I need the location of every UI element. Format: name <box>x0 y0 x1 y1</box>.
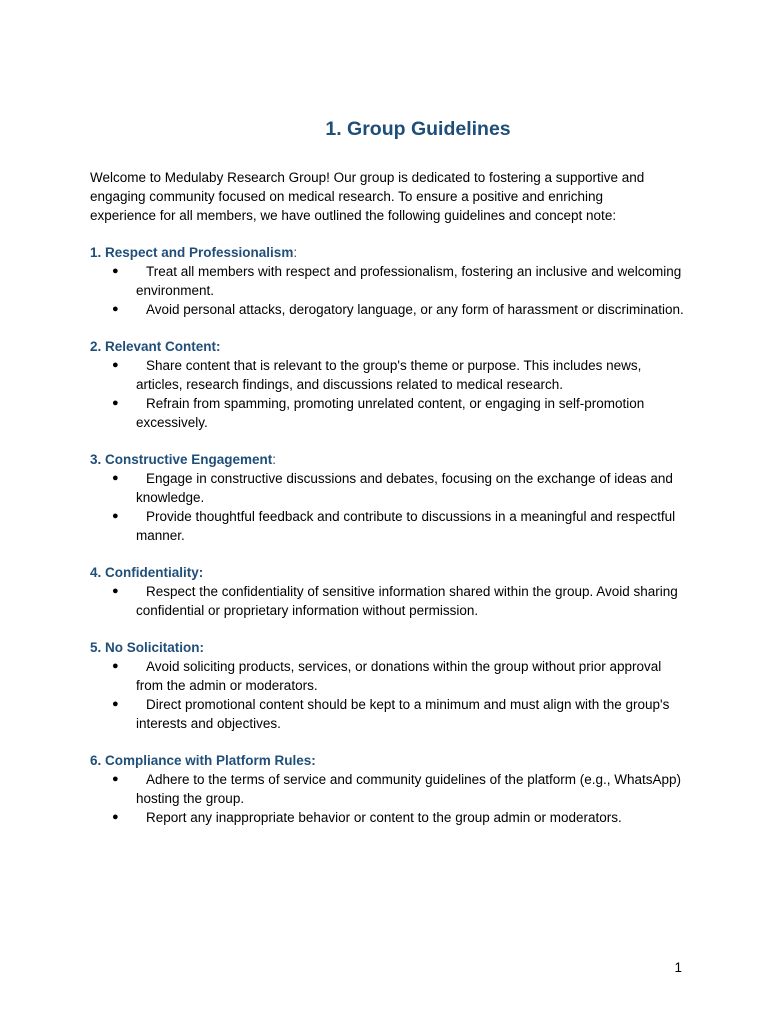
bullet-icon: ● <box>112 359 119 371</box>
section-heading-text: 2. Relevant Content: <box>90 339 221 354</box>
list-item <box>90 808 690 827</box>
section-platform-compliance <box>90 751 690 827</box>
list-item-text: Share content that is relevant to the group's theme or purpose. This includes news, articles, research findings, and discussions related to medical research. <box>136 358 642 392</box>
section-heading <box>90 563 690 582</box>
bullet-list <box>90 356 690 432</box>
list-item-text: Direct promotional content should be kept to a minimum and must align with the group's interests and objectives. <box>136 697 670 731</box>
section-heading-colon: : <box>293 245 298 260</box>
section-heading-colon: : <box>272 452 277 467</box>
section-heading-text: 1. Respect and Professionalism <box>90 245 294 260</box>
section-heading <box>90 337 690 356</box>
bullet-list <box>90 582 690 620</box>
list-item <box>90 507 690 545</box>
bullet-list <box>90 262 690 319</box>
bullet-icon: ● <box>112 585 119 597</box>
section-respect <box>90 243 690 319</box>
section-no-solicitation <box>90 638 690 733</box>
list-item <box>90 582 690 620</box>
list-item-text: Adhere to the terms of service and community guidelines of the platform (e.g., WhatsApp) hosting the group. <box>136 772 682 806</box>
list-item <box>90 469 690 507</box>
section-heading <box>90 751 690 770</box>
guidelines-sections <box>90 243 690 845</box>
bullet-icon: ● <box>112 472 119 484</box>
section-heading <box>90 243 690 262</box>
list-item-text: Refrain from spamming, promoting unrelated content, or engaging in self-promotion excessively. <box>136 396 645 430</box>
list-item <box>90 657 690 695</box>
list-item-text: Avoid soliciting products, services, or donations within the group without prior approval from the admin or moderators. <box>136 659 662 693</box>
section-heading <box>90 638 690 657</box>
list-item <box>90 356 690 394</box>
section-relevant-content <box>90 337 690 432</box>
bullet-list <box>90 657 690 733</box>
section-constructive-engagement <box>90 450 690 545</box>
bullet-icon: ● <box>112 773 119 785</box>
page-title: 1. Group Guidelines <box>325 118 511 140</box>
list-item-text: Engage in constructive discussions and debates, focusing on the exchange of ideas and knowledge. <box>136 471 673 505</box>
list-item <box>90 394 690 432</box>
list-item <box>90 770 690 808</box>
list-item <box>90 262 690 300</box>
bullet-list <box>90 469 690 545</box>
list-item-text: Report any inappropriate behavior or content to the group admin or moderators. <box>146 810 622 825</box>
section-heading-text: 6. Compliance with Platform Rules: <box>90 753 316 768</box>
bullet-list <box>90 770 690 827</box>
section-heading-text: 4. Confidentiality: <box>90 565 204 580</box>
list-item-text: Treat all members with respect and professionalism, fostering an inclusive and welcoming environment. <box>136 264 682 298</box>
bullet-icon: ● <box>112 303 119 315</box>
list-item-text: Respect the confidentiality of sensitive information shared within the group. Avoid sharing confidential or proprietary information without permission. <box>136 584 678 618</box>
intro-paragraph: Welcome to Medulaby Research Group! Our group is dedicated to fostering a supportive and engaging community focused on medical research. To ensure a positive and enriching experience for all members, we have outlined the following guidelines and concept note: <box>90 170 645 223</box>
list-item <box>90 695 690 733</box>
section-heading-text: 3. Constructive Engagement <box>90 452 273 467</box>
section-heading <box>90 450 690 469</box>
bullet-icon: ● <box>112 265 119 277</box>
bullet-icon: ● <box>112 698 119 710</box>
list-item-text: Avoid personal attacks, derogatory language, or any form of harassment or discrimination. <box>146 302 684 317</box>
bullet-icon: ● <box>112 811 119 823</box>
bullet-icon: ● <box>112 397 119 409</box>
section-confidentiality <box>90 563 690 620</box>
list-item-text: Provide thoughtful feedback and contribute to discussions in a meaningful and respectful manner. <box>136 509 676 543</box>
bullet-icon: ● <box>112 510 119 522</box>
page-number: 1 <box>674 960 682 975</box>
list-item <box>90 300 690 319</box>
bullet-icon: ● <box>112 660 119 672</box>
section-heading-text: 5. No Solicitation: <box>90 640 205 655</box>
